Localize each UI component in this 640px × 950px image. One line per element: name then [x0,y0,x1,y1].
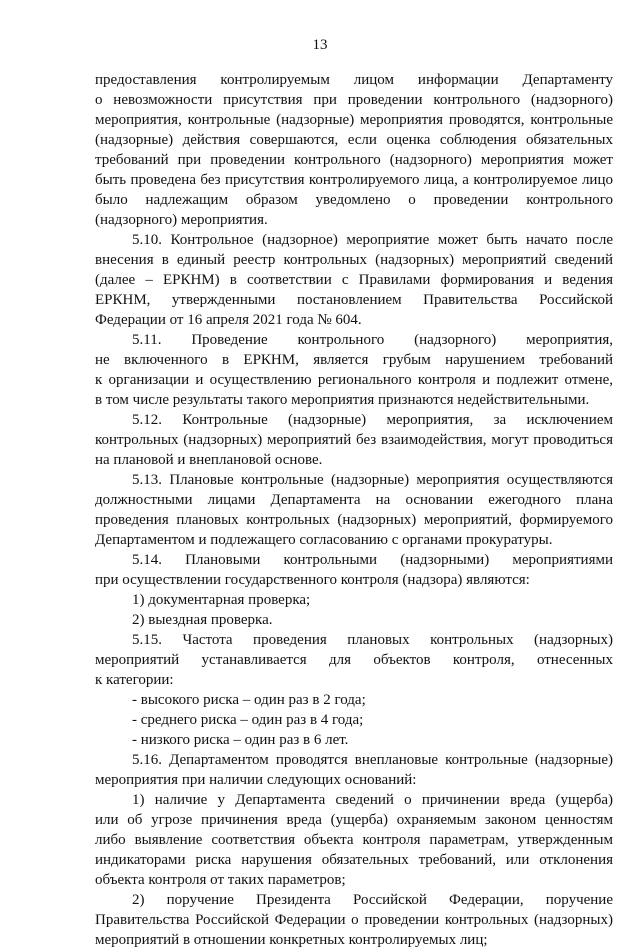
text-line: 5.14. Плановыми контрольными (надзорными) мероприятиями [132,552,613,568]
text-line: быть проведена без присутствия контролируемого лица, а контролируемое лицо [95,172,613,188]
text-line: не включенного в ЕРКНМ, является грубым нарушением требований [95,352,613,368]
text-line: мероприятия, контрольные (надзорные) мероприятия проводятся, контрольные [95,112,613,128]
text-line: в том числе результаты такого мероприятия признаются недействительными. [95,392,590,408]
text-line: ЕРКНМ, утвержденными постановлением Правительства Российской [95,292,613,308]
text-line: на плановой и внеплановой основе. [95,452,323,468]
text-line: (надзорные) действия совершаются, если оценка соблюдения обязательных [95,132,613,148]
text-line: индикаторами риска нарушения обязательных требований, или отклонения [95,852,613,868]
text-line: к категории: [95,672,174,688]
document-body [95,70,613,950]
text-line: - высокого риска – один раз в 2 года; [132,692,366,708]
text-line: 1) наличие у Департамента сведений о причинении вреда (ущерба) [132,792,613,808]
text-line: 5.10. Контрольное (надзорное) мероприятие может быть начато после [132,232,613,248]
text-line: предоставления контролируемым лицом информации Департаменту [95,72,613,88]
text-line: 2) поручение Президента Российской Федерации, поручение [132,892,613,908]
text-line: 5.13. Плановые контрольные (надзорные) мероприятия осуществляются [132,472,613,488]
text-line: (далее – ЕРКНМ) в соответствии с Правилами формирования и ведения [95,272,613,288]
text-line: проведения плановых контрольных (надзорных) мероприятий, формируемого [95,512,613,528]
text-line: 1) документарная проверка; [132,592,311,608]
text-line: должностными лицами Департамента на основании ежегодного плана [95,492,613,508]
text-line: объекта контроля от таких параметров; [95,872,346,888]
text-line: мероприятий устанавливается для объектов контроля, отнесенных [95,652,613,668]
text-line: о невозможности присутствия при проведении контрольного (надзорного) [95,92,613,108]
text-line: (надзорного) мероприятия. [95,212,268,228]
text-line: мероприятия при наличии следующих оснований: [95,772,417,788]
text-line: 5.15. Частота проведения плановых контрольных (надзорных) [132,632,613,648]
text-line: контрольных (надзорных) мероприятий без взаимодействия, могут проводиться [95,432,613,448]
text-line: мероприятий в отношении конкретных контролируемых лиц; [95,932,488,948]
text-line: 5.16. Департаментом проводятся внеплановые контрольные (надзорные) [132,752,613,768]
text-line: 5.11. Проведение контрольного (надзорного) мероприятия, [132,332,613,348]
text-line: внесения в единый реестр контрольных (надзорных) мероприятий сведений [95,252,613,268]
text-line: либо выявление соответствия объекта контроля параметрам, утвержденным [95,832,613,848]
text-line: Правительства Российской Федерации о проведении контрольных (надзорных) [95,912,613,928]
page-number: 13 [312,37,328,53]
text-line: 2) выездная проверка. [132,612,273,628]
text-line: к организации и осуществлению регионального контроля и подлежит отмене, [95,372,613,388]
text-line: или об угрозе причинения вреда (ущерба) охраняемым законом ценностям [95,812,613,828]
text-line: требований при проведении контрольного (надзорного) мероприятия может [95,152,613,168]
text-line: Федерации от 16 апреля 2021 года № 604. [95,312,362,328]
text-line: было надлежащим образом уведомлено о проведении контрольного [95,192,613,208]
text-line: - среднего риска – один раз в 4 года; [132,712,364,728]
text-line: при осуществлении государственного контроля (надзора) являются: [95,572,530,588]
text-line: 5.12. Контрольные (надзорные) мероприятия, за исключением [132,412,613,428]
text-line: Департаментом и подлежащего согласованию с органами прокуратуры. [95,532,553,548]
text-line: - низкого риска – один раз в 6 лет. [132,732,349,748]
